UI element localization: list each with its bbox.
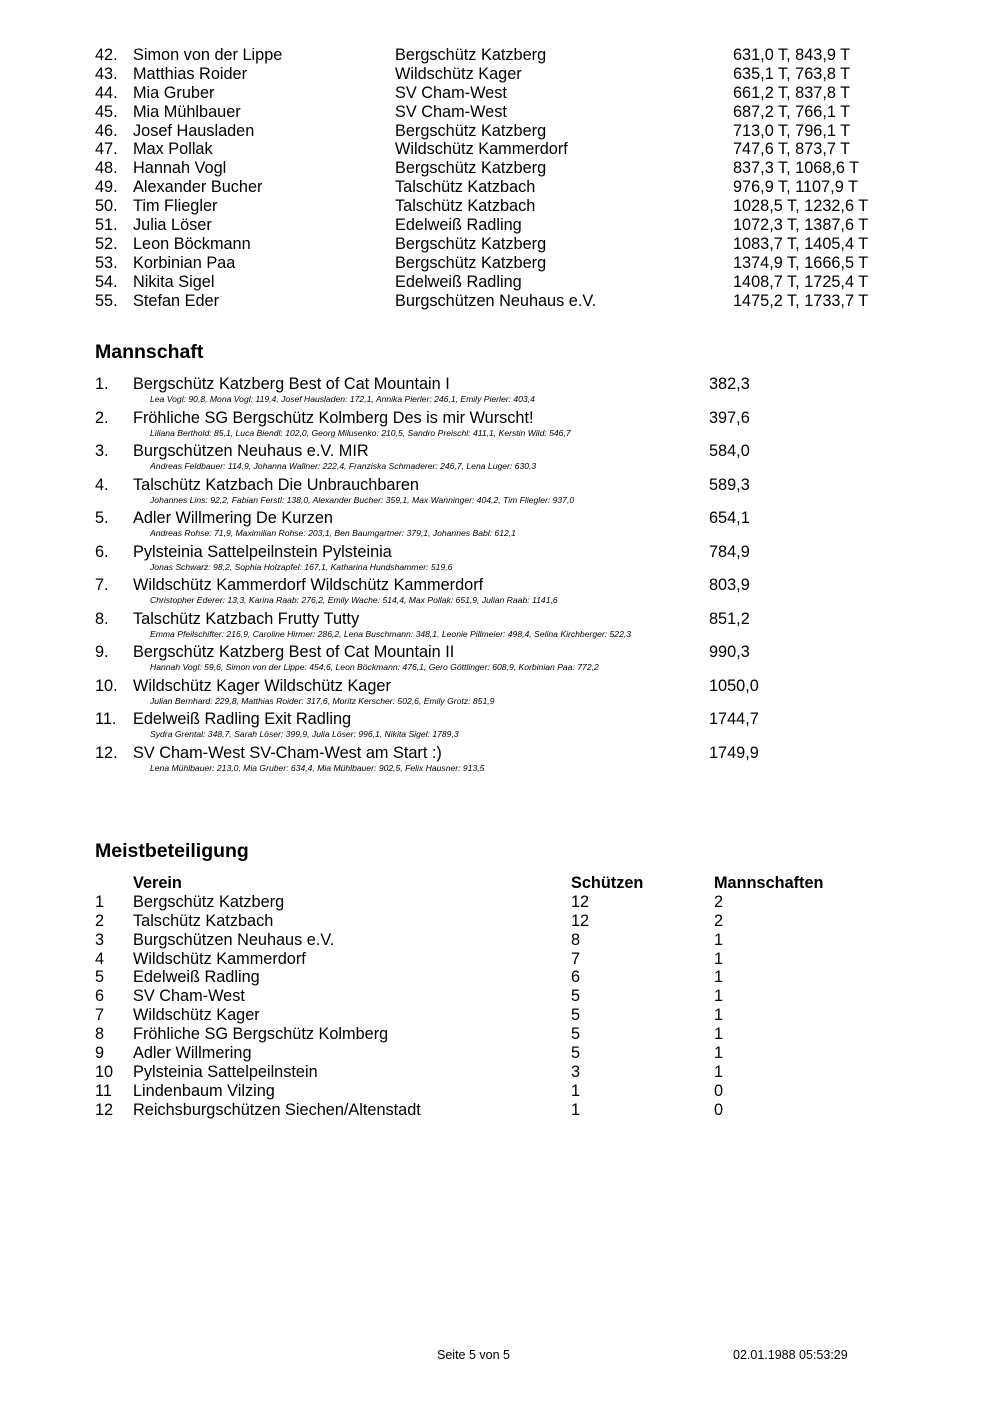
- rank: 10: [95, 1062, 114, 1081]
- shooter-name: Alexander Bucher: [133, 178, 263, 197]
- team-name: Fröhliche SG Bergschütz Kolmberg Des is mir Wurscht!: [133, 408, 534, 427]
- team-members: Lea Vogl: 90,8, Mona Vogl: 119,4, Josef Hausladen: 172,1, Annika Pierler: 246,1, Emily Pierler: 403,4: [150, 394, 535, 404]
- rank: 8: [95, 1025, 105, 1044]
- shooter-name: Mia Gruber: [133, 83, 215, 102]
- team-main-line: [95, 609, 915, 629]
- list-item: [95, 216, 915, 235]
- team-score: 584,0: [709, 442, 750, 460]
- team-members: Emma Pfeilschifter: 216,9, Caroline Hirmer: 286,2, Lena Buschmann: 348,1, Leonie Pillmeier: 498,4, Selina Kirchberger: 522,3: [150, 628, 632, 639]
- team-count: 1: [714, 1044, 724, 1063]
- score: 713,0 T, 796,1 T: [733, 121, 851, 140]
- team-count: 1: [714, 949, 724, 968]
- score: 1083,7 T, 1405,4 T: [733, 234, 869, 253]
- shooter-name: Tim Fliegler: [133, 197, 218, 216]
- rank: 11: [95, 1081, 112, 1100]
- rank: 47.: [95, 140, 118, 159]
- team-count: 1: [714, 968, 724, 987]
- shooter-count: 12: [571, 892, 590, 911]
- score: 1408,7 T, 1725,4 T: [733, 272, 869, 291]
- club-name: Pylsteinia Sattelpeilnstein: [133, 1062, 318, 1081]
- team-members: Johannes Lins: 92,2, Fabian Ferstl: 138,0, Alexander Bucher: 359,1, Max Wanninger: 404,2, Tim Fliegler: 937,0: [150, 494, 575, 505]
- list-item: [95, 292, 915, 311]
- club-name: Bergschütz Katzberg: [395, 159, 547, 178]
- shooter-count: 3: [571, 1062, 581, 1081]
- shooter-count: 1: [571, 1081, 581, 1100]
- rank: 53.: [95, 253, 118, 272]
- club-name: Lindenbaum Vilzing: [133, 1081, 275, 1100]
- team-score: 990,3: [709, 643, 750, 661]
- shooter-name: Nikita Sigel: [133, 272, 215, 291]
- team-entry: [95, 441, 915, 472]
- team-score: 397,6: [709, 408, 750, 427]
- team-score: 382,3: [709, 375, 750, 393]
- rank: 4: [95, 949, 105, 968]
- rank: 48.: [95, 159, 118, 178]
- print-timestamp: 02.01.1988 05:53:29: [733, 1348, 848, 1362]
- shooter-name: Korbinian Paa: [133, 253, 236, 272]
- shooter-count: 1: [571, 1100, 581, 1119]
- team-name: SV Cham-West SV-Cham-West am Start :): [133, 743, 442, 762]
- team-score: 784,9: [709, 542, 750, 561]
- shooter-name: Mia Mühlbauer: [133, 102, 241, 121]
- club-name: Bergschütz Katzberg: [395, 253, 547, 272]
- team-members: Jonas Schwarz: 98,2, Sophia Holzapfel: 167,1, Katharina Hundshammer: 519,6: [150, 561, 453, 572]
- club-name: Burgschützen Neuhaus e.V.: [395, 291, 597, 310]
- rank: 7.: [95, 576, 109, 594]
- club-name: Fröhliche SG Bergschütz Kolmberg: [133, 1025, 389, 1044]
- rank: 1.: [95, 375, 109, 393]
- shooter-name: Josef Hausladen: [133, 121, 255, 140]
- club-name: SV Cham-West: [395, 102, 507, 121]
- team-entry: [95, 508, 915, 539]
- team-members: Liliana Berthold: 85,1, Luca Biendl: 102,0, Georg Milusenko: 210,5, Sandro Preischl: 411,1, Kerstin Wild: 546,7: [150, 427, 571, 438]
- team-count: 1: [714, 987, 724, 1006]
- team-entry: [95, 676, 915, 707]
- rank: 45.: [95, 102, 118, 121]
- team-members: Sydra Grental: 348,7, Sarah Löser: 399,9, Julia Löser: 996,1, Nikita Sigel: 1789,3: [150, 729, 459, 739]
- list-item: [95, 122, 915, 141]
- team-entry: [95, 575, 915, 606]
- list-item: [95, 103, 915, 122]
- shooter-name: Hannah Vogl: [133, 159, 227, 178]
- shooter-count: 8: [571, 930, 581, 949]
- rank: 44.: [95, 83, 118, 102]
- club-name: Edelweiß Radling: [133, 968, 260, 987]
- club-name: Talschütz Katzbach: [395, 197, 536, 216]
- team-main-line: [95, 475, 915, 495]
- club-name: Bergschütz Katzberg: [395, 121, 547, 140]
- team-entry: [95, 709, 915, 740]
- team-name: Bergschütz Katzberg Best of Cat Mountain II: [133, 643, 455, 661]
- team-entry: [95, 642, 915, 673]
- list-item: [95, 273, 915, 292]
- rank: 52.: [95, 234, 118, 253]
- team-entry: [95, 475, 915, 506]
- rank: 50.: [95, 197, 118, 216]
- list-item: [95, 254, 915, 273]
- club-name: Wildschütz Kammerdorf: [395, 140, 568, 159]
- score: 1072,3 T, 1387,6 T: [733, 216, 869, 235]
- team-count: 1: [714, 930, 724, 949]
- team-score: 589,3: [709, 475, 750, 494]
- rank: 5: [95, 968, 105, 987]
- rank: 1: [95, 892, 105, 911]
- shooter-name: Matthias Roider: [133, 64, 248, 83]
- team-members: Andreas Rohse: 71,9, Maximilian Rohse: 203,1, Ben Baumgartner: 379,1, Johannes Babl: 612,1: [150, 528, 516, 538]
- shooter-count: 12: [571, 911, 590, 930]
- team-count: 2: [714, 892, 724, 911]
- list-item: [95, 84, 915, 103]
- club-name: Talschütz Katzbach: [395, 178, 536, 197]
- club-name: Bergschütz Katzberg: [133, 892, 285, 911]
- team-name: Wildschütz Kager Wildschütz Kager: [133, 676, 391, 695]
- team-score: 1744,7: [709, 710, 759, 728]
- list-item: [95, 46, 915, 65]
- team-members: Hannah Vogl: 59,6, Simon von der Lippe: 454,6, Leon Böckmann: 476,1, Gero Göttlinger: 608,9, Korbinian Paa: 772,2: [150, 662, 599, 672]
- participation-section-title: Meistbeteiligung: [95, 840, 249, 862]
- team-score: 851,2: [709, 609, 750, 628]
- club-name: Reichsburgschützen Siechen/Altenstadt: [133, 1100, 421, 1119]
- header-teams: Mannschaften: [714, 874, 824, 892]
- team-entry: [95, 609, 915, 640]
- shooter-count: 5: [571, 1006, 581, 1025]
- team-name: Wildschütz Kammerdorf Wildschütz Kammerdorf: [133, 576, 484, 594]
- list-item: [95, 140, 915, 159]
- team-entry: [95, 374, 915, 405]
- rank: 6: [95, 987, 105, 1006]
- shooter-count: 5: [571, 1044, 581, 1063]
- team-main-line: [95, 441, 915, 461]
- rank: 11.: [95, 710, 117, 728]
- team-score: 654,1: [709, 509, 750, 527]
- rank: 4.: [95, 475, 109, 494]
- club-name: Talschütz Katzbach: [133, 911, 274, 930]
- page-number: Seite 5 von 5: [437, 1348, 510, 1362]
- club-name: Adler Willmering: [133, 1044, 252, 1063]
- team-count: 1: [714, 1062, 724, 1081]
- team-entry: [95, 743, 915, 774]
- header-shooters: Schützen: [571, 874, 644, 892]
- team-name: Adler Willmering De Kurzen: [133, 509, 333, 527]
- team-score: 803,9: [709, 576, 750, 594]
- shooter-count: 5: [571, 1025, 581, 1044]
- club-name: Burgschützen Neuhaus e.V.: [133, 930, 335, 949]
- rank: 42.: [95, 46, 118, 64]
- club-name: Bergschütz Katzberg: [395, 46, 547, 64]
- team-section-title: Mannschaft: [95, 341, 204, 363]
- score: 837,3 T, 1068,6 T: [733, 159, 860, 178]
- club-name: Wildschütz Kammerdorf: [133, 949, 306, 968]
- team-main-line: [95, 508, 915, 528]
- team-main-line: [95, 743, 915, 763]
- score: 687,2 T, 766,1 T: [733, 102, 851, 121]
- team-name: Bergschütz Katzberg Best of Cat Mountain I: [133, 375, 450, 393]
- team-main-line: [95, 374, 915, 394]
- score: 631,0 T, 843,9 T: [733, 46, 851, 64]
- rank: 12.: [95, 743, 118, 762]
- rank: 10.: [95, 676, 118, 695]
- team-entry: [95, 408, 915, 439]
- shooter-count: 6: [571, 968, 581, 987]
- rank: 2: [95, 911, 105, 930]
- team-members: Lena Mühlbauer: 213,0, Mia Gruber: 634,4, Mia Mühlbauer: 902,5, Felix Hausner: 913,5: [150, 762, 485, 773]
- club-name: Bergschütz Katzberg: [395, 234, 547, 253]
- team-main-line: [95, 575, 915, 595]
- list-item: [95, 65, 915, 84]
- rank: 5.: [95, 509, 109, 527]
- score: 1028,5 T, 1232,6 T: [733, 197, 869, 216]
- team-members: Andreas Feldbauer: 114,9, Johanna Wallner: 222,4, Franziska Schmaderer: 246,7, Lena Luger: 630,3: [150, 461, 537, 471]
- rank: 51.: [95, 216, 118, 235]
- club-name: SV Cham-West: [133, 987, 245, 1006]
- club-name: Wildschütz Kager: [133, 1006, 260, 1025]
- club-name: SV Cham-West: [395, 83, 507, 102]
- team-score: 1050,0: [709, 676, 759, 695]
- shooter-name: Stefan Eder: [133, 291, 219, 310]
- rank: 9.: [95, 643, 109, 661]
- team-main-line: [95, 542, 915, 562]
- team-name: Talschütz Katzbach Frutty Tutty: [133, 609, 360, 628]
- rank: 8.: [95, 609, 109, 628]
- list-item: [95, 159, 915, 178]
- score: 1475,2 T, 1733,7 T: [733, 291, 869, 310]
- rank: 46.: [95, 121, 118, 140]
- rank: 3.: [95, 442, 109, 460]
- shooter-name: Leon Böckmann: [133, 234, 251, 253]
- score: 661,2 T, 837,8 T: [733, 83, 851, 102]
- club-name: Wildschütz Kager: [395, 64, 522, 83]
- list-item: [95, 197, 915, 216]
- shooter-name: Julia Löser: [133, 216, 212, 235]
- list-item: [95, 178, 915, 197]
- shooter-count: 7: [571, 949, 581, 968]
- rank: 9: [95, 1044, 105, 1063]
- rank: 54.: [95, 272, 118, 291]
- individual-ranking-list: [95, 46, 915, 310]
- club-name: Edelweiß Radling: [395, 216, 522, 235]
- team-ranking-list: [95, 374, 915, 776]
- rank: 7: [95, 1006, 105, 1025]
- rank: 12: [95, 1100, 114, 1119]
- team-count: 1: [714, 1025, 724, 1044]
- shooter-name: Simon von der Lippe: [133, 46, 283, 64]
- list-item: [95, 235, 915, 254]
- rank: 55.: [95, 291, 118, 310]
- shooter-count: 5: [571, 987, 581, 1006]
- rank: 43.: [95, 64, 118, 83]
- team-score: 1749,9: [709, 743, 759, 762]
- score: 747,6 T, 873,7 T: [733, 140, 851, 159]
- team-count: 0: [714, 1100, 724, 1119]
- team-main-line: [95, 642, 915, 662]
- team-entry: [95, 542, 915, 573]
- team-main-line: [95, 408, 915, 428]
- rank: 6.: [95, 542, 109, 561]
- team-name: Burgschützen Neuhaus e.V. MIR: [133, 442, 369, 460]
- team-members: Christopher Ederer: 13,3, Karina Raab: 276,2, Emily Wache: 514,4, Max Pollak: 651,9, Julian Raab: 1141,6: [150, 595, 558, 605]
- rank: 2.: [95, 408, 109, 427]
- team-count: 2: [714, 911, 724, 930]
- score: 976,9 T, 1107,9 T: [733, 178, 858, 197]
- team-name: Edelweiß Radling Exit Radling: [133, 710, 352, 728]
- team-count: 1: [714, 1006, 724, 1025]
- team-count: 0: [714, 1081, 724, 1100]
- shooter-name: Max Pollak: [133, 140, 213, 159]
- team-main-line: [95, 676, 915, 696]
- team-members: Julian Bernhard: 229,8, Matthias Roider: 317,6, Moritz Kerscher: 502,6, Emily Grotz: 851,9: [150, 695, 495, 706]
- score: 635,1 T, 763,8 T: [733, 64, 851, 83]
- team-main-line: [95, 709, 915, 729]
- team-name: Talschütz Katzbach Die Unbrauchbaren: [133, 475, 419, 494]
- club-name: Edelweiß Radling: [395, 272, 522, 291]
- score: 1374,9 T, 1666,5 T: [733, 253, 869, 272]
- rank: 49.: [95, 178, 118, 197]
- rank: 3: [95, 930, 105, 949]
- header-club: Verein: [133, 874, 182, 892]
- team-name: Pylsteinia Sattelpeilnstein Pylsteinia: [133, 542, 392, 561]
